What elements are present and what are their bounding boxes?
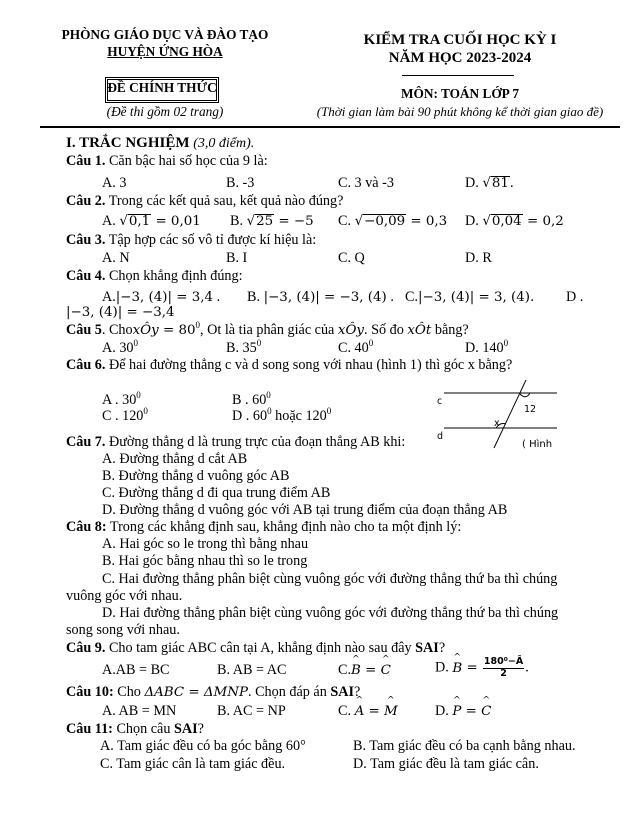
option-prefix: D. bbox=[465, 175, 483, 191]
option-a[interactable]: A.AB = BC bbox=[102, 662, 170, 678]
option-a[interactable] bbox=[102, 340, 138, 357]
time-note: (Thời gian làm bài 90 phút không kể thời gian giao đề) bbox=[316, 104, 604, 119]
angle-xot: xÔt bbox=[407, 323, 432, 338]
option-a[interactable]: A. AB = MN bbox=[102, 703, 177, 719]
option-value: = −5 bbox=[274, 214, 314, 229]
option-d[interactable]: D. Tam giác đều là tam giác cân. bbox=[353, 756, 539, 772]
angle-label-x: x bbox=[494, 418, 500, 429]
option-d[interactable] bbox=[435, 657, 529, 680]
option-b[interactable] bbox=[247, 289, 394, 306]
section-title bbox=[66, 135, 254, 152]
question-1 bbox=[66, 153, 268, 170]
angle-label-12: 12 bbox=[524, 404, 537, 415]
option-d[interactable] bbox=[465, 340, 508, 357]
option-c[interactable]: C. Đường thẳng d đi qua trung điểm AB bbox=[102, 485, 331, 501]
question-10 bbox=[66, 684, 360, 701]
transversal-line bbox=[494, 380, 526, 448]
question-label: Câu 11: bbox=[66, 721, 113, 737]
option-a[interactable]: A. Tam giác đều có ba góc bằng 60° bbox=[100, 738, 306, 754]
section-title-text: I. TRẮC NGHIỆM bbox=[66, 135, 190, 151]
question-text: . Chọn đáp án bbox=[247, 684, 331, 700]
emphasis-sai: SAI bbox=[330, 684, 355, 700]
option-prefix: D. bbox=[435, 703, 453, 719]
option-a[interactable]: A. Đường thẳng d cắt AB bbox=[102, 451, 248, 467]
angle-arc-12 bbox=[520, 393, 530, 397]
radicand: −0,09 bbox=[364, 214, 406, 229]
section-points: (3,0 điểm). bbox=[193, 136, 255, 151]
question-mark: ? bbox=[438, 640, 446, 656]
question-text: Trong các kết quả sau, kết quả nào đúng? bbox=[108, 193, 344, 209]
radicand: 81 bbox=[491, 176, 509, 191]
triangle-equality: ΔABC = ΔMNP bbox=[144, 685, 248, 700]
question-mark: ? bbox=[197, 721, 204, 737]
option-c-continued[interactable]: vuông góc với nhau. bbox=[66, 588, 183, 604]
option-b[interactable]: B. Tam giác đều có ba cạnh bằng nhau. bbox=[353, 738, 576, 754]
option-text: D . 60 bbox=[232, 408, 268, 424]
question-text: , Ot là tia phân giác của bbox=[200, 322, 338, 338]
option-c[interactable] bbox=[338, 662, 391, 679]
option-a[interactable]: A. N bbox=[102, 250, 130, 266]
option-c[interactable]: C. Hai đường thẳng phân biệt cùng vuông góc với đường thẳng thứ ba thì chúng bbox=[102, 571, 558, 587]
equals: = bbox=[364, 704, 384, 719]
radicand: 0,04 bbox=[491, 214, 522, 229]
question-text: . Cho bbox=[101, 322, 133, 338]
question-3 bbox=[66, 232, 316, 249]
angle-xoy: xÔy bbox=[132, 323, 159, 338]
angle-c: ^ C bbox=[381, 663, 391, 678]
question-mark: ? bbox=[354, 684, 361, 700]
question-text: Chọn câu bbox=[112, 721, 174, 737]
question-label: Câu 5 bbox=[66, 322, 102, 338]
option-b[interactable]: B. √25 = −5 bbox=[230, 213, 314, 229]
option-a[interactable] bbox=[102, 392, 141, 409]
angle-b: ^ B bbox=[452, 661, 462, 676]
option-d[interactable]: D. Hai đường thẳng phân biệt cùng vuông góc với đường thẳng thứ ba thì chúng bbox=[102, 605, 559, 621]
option-prefix: D. bbox=[465, 213, 483, 229]
option-suffix: . bbox=[213, 289, 221, 305]
option-b[interactable]: B. -3 bbox=[226, 175, 255, 191]
option-math: |−3, (4)| = −3,4 bbox=[66, 305, 175, 320]
option-prefix: A. bbox=[102, 213, 120, 229]
option-d[interactable] bbox=[66, 304, 175, 321]
question-text: Căn bậc hai số học của 9 là: bbox=[108, 153, 268, 169]
option-d[interactable]: D. R bbox=[465, 250, 492, 266]
option-c[interactable]: C. 3 và -3 bbox=[338, 175, 394, 191]
figure-caption: ( Hình bbox=[522, 439, 553, 450]
option-prefix: B. bbox=[247, 289, 264, 305]
label-c: c bbox=[437, 396, 443, 407]
official-label: ĐỀ CHÍNH THỨC bbox=[107, 80, 217, 95]
degree: 0 bbox=[503, 338, 509, 348]
numerator: 180⁰−Â bbox=[483, 656, 524, 667]
angle-a: ^ A bbox=[355, 704, 365, 719]
question-7 bbox=[66, 434, 405, 451]
district-name: HUYỆN ỨNG HÒA bbox=[107, 44, 223, 59]
option-text: C. 40 bbox=[338, 340, 369, 356]
fraction bbox=[483, 657, 524, 680]
degree: 0 bbox=[133, 338, 139, 348]
option-text: hoặc 120 bbox=[271, 408, 327, 424]
question-text: . Số đo bbox=[364, 322, 408, 338]
option-c[interactable] bbox=[405, 289, 534, 306]
degree: 0 bbox=[368, 338, 374, 348]
degree: 0 bbox=[256, 338, 262, 348]
option-text: B . 60 bbox=[232, 392, 267, 408]
question-label: Câu 8: bbox=[66, 519, 107, 535]
angle-xoy: xÔy bbox=[337, 323, 365, 338]
option-b[interactable]: B. AB = AC bbox=[217, 662, 287, 678]
option-b[interactable]: B. Hai góc bằng nhau thì so le trong bbox=[102, 553, 308, 569]
question-2 bbox=[66, 193, 343, 210]
angle-value: = 80 bbox=[158, 323, 196, 338]
title-divider bbox=[402, 75, 514, 76]
option-prefix: C. bbox=[338, 662, 352, 678]
option-c[interactable]: C. Q bbox=[338, 250, 365, 266]
option-suffix: . bbox=[525, 659, 529, 676]
equals: = bbox=[461, 704, 482, 719]
exam-year: NĂM HỌC 2023-2024 bbox=[388, 50, 532, 66]
option-prefix: C. bbox=[338, 703, 355, 719]
option-d[interactable]: D. √0,04 = 0,2 bbox=[465, 213, 564, 229]
option-value: = 0,2 bbox=[522, 214, 564, 229]
option-suffix: . bbox=[386, 289, 394, 305]
option-b[interactable]: B. Đường thẳng d vuông góc AB bbox=[102, 468, 290, 484]
option-d[interactable]: D. √81. bbox=[465, 175, 514, 191]
dept-name: PHÒNG GIÁO DỤC VÀ ĐÀO TẠO bbox=[61, 27, 269, 42]
option-d[interactable] bbox=[232, 408, 331, 425]
question-text: Trong các khẳng định sau, khẳng định nào cho ta một định lý: bbox=[106, 519, 462, 535]
question-text: Đường thẳng d là trung trực của đoạn thẳng AB khi: bbox=[105, 434, 406, 450]
angle-m: ^ M bbox=[384, 704, 398, 719]
option-text: B. 35 bbox=[226, 340, 257, 356]
option-prefix: B. bbox=[230, 213, 247, 229]
option-c[interactable] bbox=[102, 408, 148, 425]
question-text: bằng? bbox=[431, 322, 469, 338]
header-divider bbox=[40, 126, 620, 128]
option-b[interactable] bbox=[226, 340, 261, 357]
emphasis-sai: SAI bbox=[173, 721, 198, 737]
option-prefix: C. bbox=[338, 213, 355, 229]
question-5 bbox=[66, 322, 469, 339]
angle-p: ^ P bbox=[452, 704, 461, 719]
angle-b: ^ B bbox=[351, 663, 361, 678]
option-a[interactable]: A. Hai góc so le trong thì bằng nhau bbox=[102, 536, 309, 552]
question-label: Câu 7. bbox=[66, 434, 106, 450]
option-d-prefix[interactable]: D . bbox=[566, 289, 584, 305]
option-math: |−3, (4)| = 3, (4). bbox=[418, 290, 535, 305]
question-label: Câu 1. bbox=[66, 153, 106, 169]
denominator: 2 bbox=[500, 667, 507, 679]
option-value: = 0,3 bbox=[406, 214, 448, 229]
option-suffix: . bbox=[509, 175, 514, 191]
option-prefix: A. bbox=[102, 289, 116, 305]
label-d: d bbox=[437, 431, 444, 442]
option-text: A . 30 bbox=[102, 392, 137, 408]
option-c[interactable] bbox=[338, 703, 398, 720]
degree: 0 bbox=[143, 406, 148, 416]
question-4 bbox=[66, 268, 243, 285]
option-d[interactable]: D. Đường thẳng d vuông góc với AB tại trung điểm của đoạn thẳng AB bbox=[102, 502, 508, 518]
question-label: Câu 9. bbox=[66, 640, 106, 656]
option-text: C . 120 bbox=[102, 408, 144, 424]
option-math: |−3, (4)| = 3,4 bbox=[115, 290, 214, 305]
question-8 bbox=[66, 519, 461, 536]
figure-parallel-lines bbox=[420, 380, 600, 455]
option-a[interactable]: A. √0,1 = 0,01 bbox=[102, 213, 201, 229]
option-a[interactable]: A. 3 bbox=[102, 175, 127, 191]
radicand: 25 bbox=[256, 214, 274, 229]
question-label: Câu 10: bbox=[66, 684, 114, 700]
question-label: Câu 2. bbox=[66, 193, 106, 209]
exam-title: KIỂM TRA CUỐI HỌC KỲ I bbox=[363, 32, 557, 48]
option-c[interactable]: C. Tam giác cân là tam giác đều. bbox=[100, 756, 286, 772]
question-text: Cho bbox=[113, 684, 145, 700]
question-label: Câu 3. bbox=[66, 232, 106, 248]
option-math: |−3, (4)| = −3, (4) bbox=[263, 290, 387, 305]
option-c[interactable]: C. √−0,09 = 0,3 bbox=[338, 213, 448, 229]
option-c[interactable] bbox=[338, 340, 373, 357]
equals: = bbox=[360, 663, 381, 678]
question-label: Câu 6. bbox=[66, 357, 106, 373]
emphasis-sai: SAI bbox=[415, 640, 439, 656]
question-text: Cho tam giác ABC cân tại A, khẳng định nào sau đây bbox=[105, 640, 416, 656]
question-label: Câu 4. bbox=[66, 268, 106, 284]
angle-c: ^ C bbox=[481, 704, 491, 719]
question-text: Tập hợp các số vô tỉ được kí hiệu là: bbox=[108, 232, 317, 248]
question-11 bbox=[66, 721, 204, 738]
degree: 0 bbox=[195, 320, 201, 330]
degree: 0 bbox=[136, 390, 141, 400]
subject: MÔN: TOÁN LỚP 7 bbox=[400, 86, 520, 101]
option-d[interactable] bbox=[435, 703, 491, 720]
question-text: Để hai đường thẳng c và d song song với nhau (hình 1) thì góc x bằng? bbox=[105, 357, 513, 373]
option-text: D. 140 bbox=[465, 340, 504, 356]
pages-note: (Đề thi gồm 02 trang) bbox=[106, 104, 224, 119]
option-d-continued[interactable]: song song với nhau. bbox=[66, 622, 180, 638]
degree: 0 bbox=[267, 406, 272, 416]
option-b[interactable] bbox=[232, 392, 271, 409]
option-b[interactable]: B. AC = NP bbox=[217, 703, 286, 719]
option-text: A. 30 bbox=[102, 340, 134, 356]
radicand: 0,1 bbox=[128, 214, 151, 229]
degree: 0 bbox=[266, 390, 271, 400]
question-text: Chọn khẳng định đúng: bbox=[108, 268, 243, 284]
option-prefix: D. bbox=[435, 659, 453, 676]
degree: 0 bbox=[326, 406, 332, 416]
option-prefix: C. bbox=[405, 289, 419, 305]
option-b[interactable]: B. I bbox=[226, 250, 248, 266]
equals: = bbox=[462, 660, 482, 676]
option-value: = 0,01 bbox=[151, 214, 201, 229]
question-6 bbox=[66, 357, 512, 374]
